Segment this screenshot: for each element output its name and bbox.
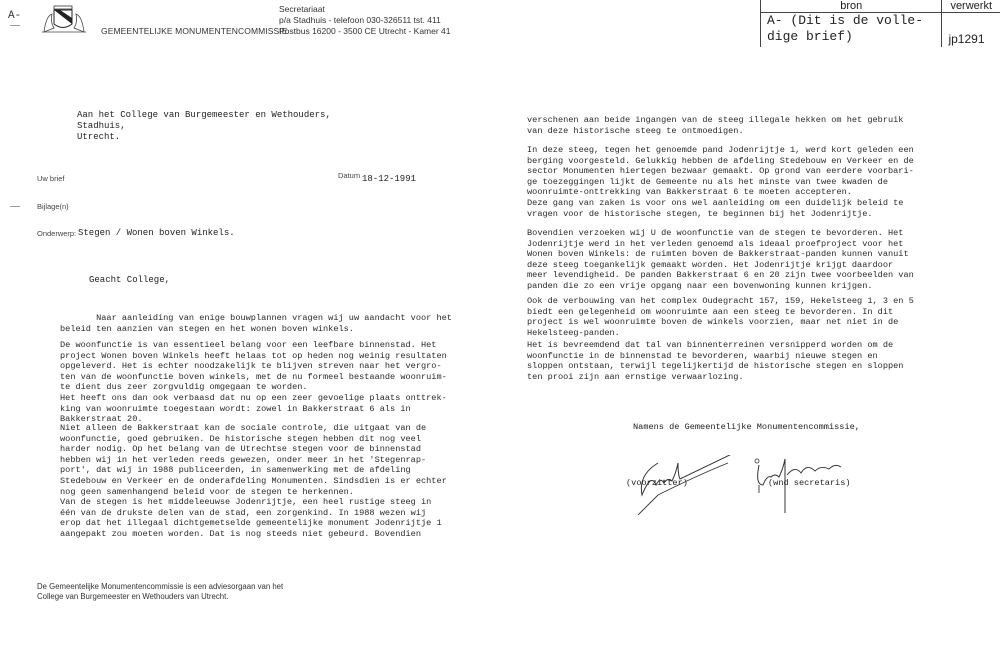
processed-header: verwerkt: [942, 0, 1000, 13]
source-value: [761, 13, 942, 48]
paragraph: Ook de verbouwing van het complex Oudegracht 157, 159, Hekelsteeg 1, 3 en 5 biedt een gelegenheid om woonruimte aan een steeg te bevorderen. In dit project is wel woonruimte boven de winkels voorzien, maar net niet in de Hekelsteeg-panden.: [527, 296, 914, 338]
paragraph: Deze gang van zaken is voor ons wel aanleiding om een duidelijk beleid te vragen voor de historische stegen, te beginnen bij het Jodenrijtje.: [527, 198, 904, 219]
attachments-label: Bijlage(n): [37, 202, 69, 211]
secretariat-line: Secretariaat: [279, 4, 325, 14]
margin-dash: —: [10, 201, 20, 212]
subject-value: Stegen / Wonen boven Winkels.: [78, 228, 235, 238]
secretariat-line: Postbus 16200 - 3500 CE Utrecht - Kamer 41: [279, 26, 451, 36]
paragraph: Bovendien verzoeken wij U de woonfunctie van de stegen te bevorderen. Het Jodenrijtje werd in het verleden genoemd als ideaal proefproject voor het Wonen boven Winkels: de ruimten boven de Bakkerstraat-panden kunnen vanuit deze steeg toegankelijk gemaakt worden. Het Jodenrijtje krijgt daardoor meer levendigheid. De panden Bakkerstraat 6 en 20 zijn twee voorbeelden van panden die zo een vrije opgang naar een bovenwoning kunnen krijgen.: [527, 228, 914, 291]
secretariat-line: p/a Stadhuis - telefoon 030-326511 tst. 411: [279, 15, 441, 25]
on-behalf-line: Namens de Gemeentelijke Monumentencommissie,: [633, 422, 860, 432]
date-label: Datum: [338, 171, 361, 180]
chairman-role: (voorzitter): [626, 478, 688, 488]
your-letter-label: Uw brief: [37, 174, 65, 183]
salutation: Geacht College,: [89, 275, 171, 285]
source-value-line: A- (Dit is de volle-: [767, 13, 924, 28]
date-value: 18-12-1991: [362, 174, 417, 184]
processed-value: jp1291: [942, 13, 1000, 48]
subject-label: Onderwerp:: [37, 229, 77, 238]
paragraph: verschenen aan beide ingangen van de steeg illegale hekken om het gebruik van deze historische steeg te ontmoedigen.: [527, 115, 904, 136]
source-header: bron: [761, 0, 942, 13]
source-box: [760, 0, 1000, 50]
paragraph: In deze steeg, tegen het genoemde pand Jodenrijtje 1, werd kort geleden een berging voorgesteld. Gelukkig hebben de afdeling Stedebouw en Verkeer en de sector Monumenten hiertegen bezwaar gemaakt. Op grond van eerdere voorbari- ge toezeggingen lijkt de Gemeente nu als het minste van twee kwaden de woonruimte-onttrekking van Bakkerstraat 6 te moeten accepteren.: [527, 145, 914, 198]
footer-note: De Gemeentelijke Monumentencommissie is een adviesorgaan van het College van Burgemeester en Wethouders van Utrecht.: [37, 582, 284, 601]
paragraph: De woonfunctie is van essentieel belang voor een leefbare binnenstad. Het project Wonen boven Winkels heeft helaas tot op heden nog weinig resultaten opgeleverd. Het is echter noodzakelijk te blijven streven naar het vergro- ten van de woonfunctie boven winkels, met de nu formeel bestaande woonruim- te dient dus zeer zorgvuldig omgegaan te worden. Het heeft ons dan ook verbaasd dat nu op een zeer gevoelige plaats onttrek- king van woonruimte toegestaan wordt: zowel in Bakkerstraat 6 als in Bakkerstraat 20.: [60, 340, 447, 425]
paragraph: Het is bevreemdend dat tal van binnenterreinen versnipperd worden om de woonfunctie in de binnenstad te bevorderen, waarbij nieuwe stegen en sloppen ontstaan, terwijl tegelijkertijd de historische stegen en sloppen ten prooi zijn aan ernstige verwaarlozing.: [527, 340, 904, 382]
secretariat-address: [279, 4, 451, 37]
paragraph: Naar aanleiding van enige bouwplannen vragen wij uw aandacht voor het beleid ten aanzien van stegen en het wonen boven winkels.: [60, 313, 452, 334]
recipient-address: Aan het College van Burgemeester en Wethouders, Stadhuis, Utrecht.: [77, 110, 331, 142]
document-marker: A-: [8, 10, 22, 22]
secretary-role: (wnd secretaris): [768, 478, 851, 488]
coat-of-arms-icon: [40, 4, 88, 34]
organization-name: GEMEENTELIJKE MONUMENTENCOMMISSIE: [101, 26, 288, 36]
margin-dash-top: —: [10, 20, 20, 31]
source-value-line: dige brief): [767, 29, 853, 44]
paragraph: Niet alleen de Bakkerstraat kan de sociale controle, die uitgaat van de woonfunctie, goed gebruiken. De historische stegen hebben dit nog veel harder nodig. Op het belang van de Utrechtse stegen voor de binnenstad hebben wij in het verleden reeds gewezen, onder meer in het 'Stegenrap- port', dat wij in 1988 publiceerden, in samenwerking met de afdeling Stedebouw en Verkeer en de onderafdeling Monumenten. Sindsdien is er echter nog geen samenhangend beleid voor de stegen te herkennen. Van de stegen is het middeleeuwse Jodenrijtje, een heel rustige steeg in één van de drukste delen van de stad, een zorgenkind. In 1988 wezen wij erop dat het illegaal dichtgemetselde gemeentelijke monument Jodenrijtje 1 aangepakt zou moeten worden. Dat is nog steeds niet gebeurd. Bovendien: [60, 423, 447, 539]
